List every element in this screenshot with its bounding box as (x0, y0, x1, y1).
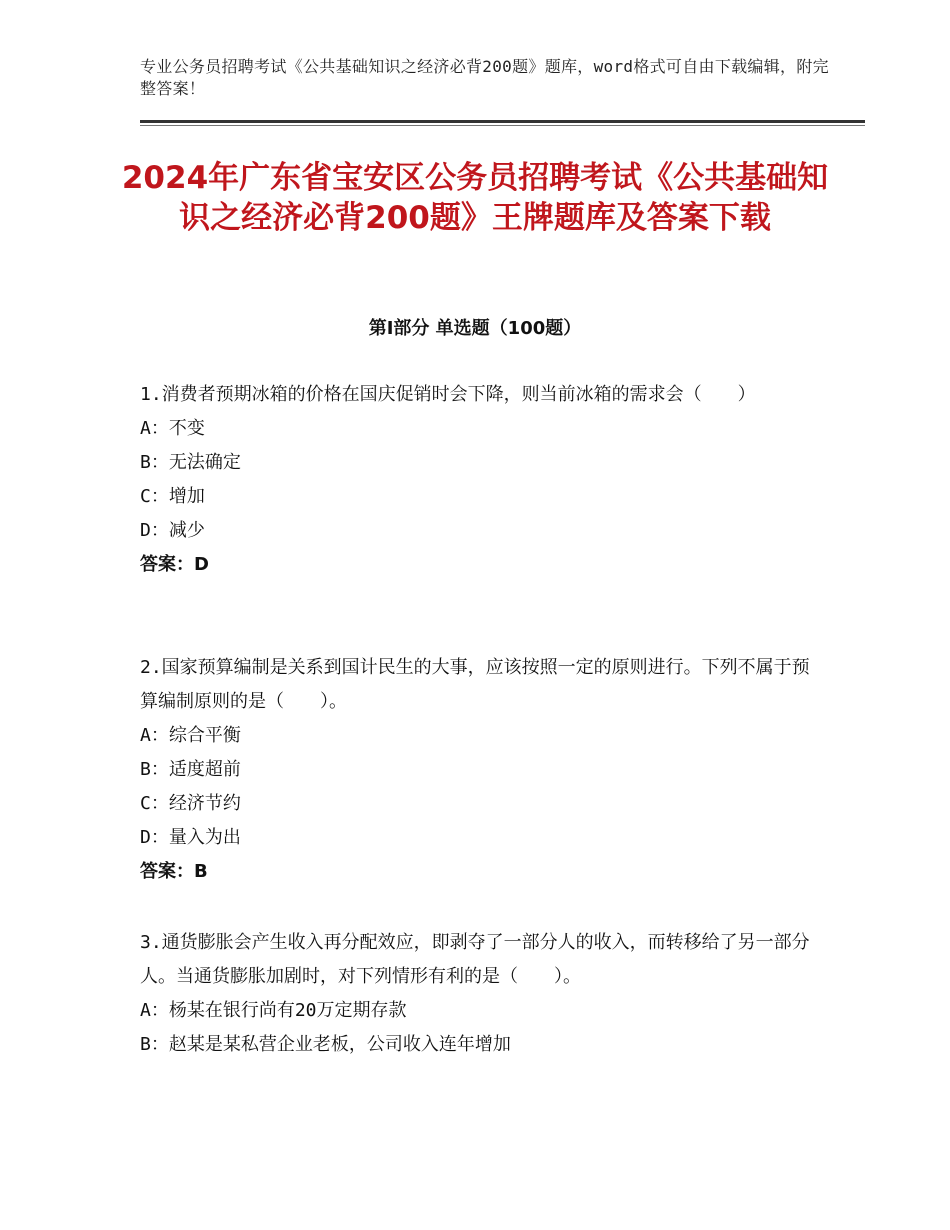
option-b: B：适度超前 (140, 759, 241, 780)
option-d: D：量入为出 (140, 827, 241, 848)
option-c: C：增加 (140, 486, 205, 507)
option-b: B：赵某是某私营企业老板，公司收入连年增加 (140, 1034, 511, 1055)
option-c: C：经济节约 (140, 793, 241, 814)
question-2 (140, 651, 820, 889)
header-divider-thick (140, 120, 865, 123)
section-heading: 第Ⅰ部分 单选题（100题） (368, 318, 582, 339)
document-title: 2024年广东省宝安区公务员招聘考试《公共基础知识之经济必背200题》王牌题库及答案下载 (121, 160, 829, 236)
option-d: D：减少 (140, 520, 205, 541)
question-3 (140, 926, 820, 1062)
header-note: 专业公务员招聘考试《公共基础知识之经济必背200题》题库，word格式可自由下载编辑，附完整答案！ (140, 57, 829, 98)
header-divider-thin (140, 125, 865, 126)
question-stem: 3.通货膨胀会产生收入再分配效应，即剥夺了一部分人的收入，而转移给了另一部分人。当通货膨胀加剧时，对下列情形有利的是（ ）。 (140, 932, 810, 987)
question-stem: 1.消费者预期冰箱的价格在国庆促销时会下降，则当前冰箱的需求会（ ） (140, 384, 756, 405)
option-a: A：综合平衡 (140, 725, 241, 746)
answer-line: 答案：D (140, 554, 209, 575)
answer-line: 答案：B (140, 861, 208, 882)
option-a: A：不变 (140, 418, 205, 439)
question-stem: 2.国家预算编制是关系到国计民生的大事，应该按照一定的原则进行。下列不属于预算编制原则的是（ ）。 (140, 657, 810, 712)
option-a: A：杨某在银行尚有20万定期存款 (140, 1000, 407, 1021)
option-b: B：无法确定 (140, 452, 241, 473)
question-1 (140, 378, 820, 582)
